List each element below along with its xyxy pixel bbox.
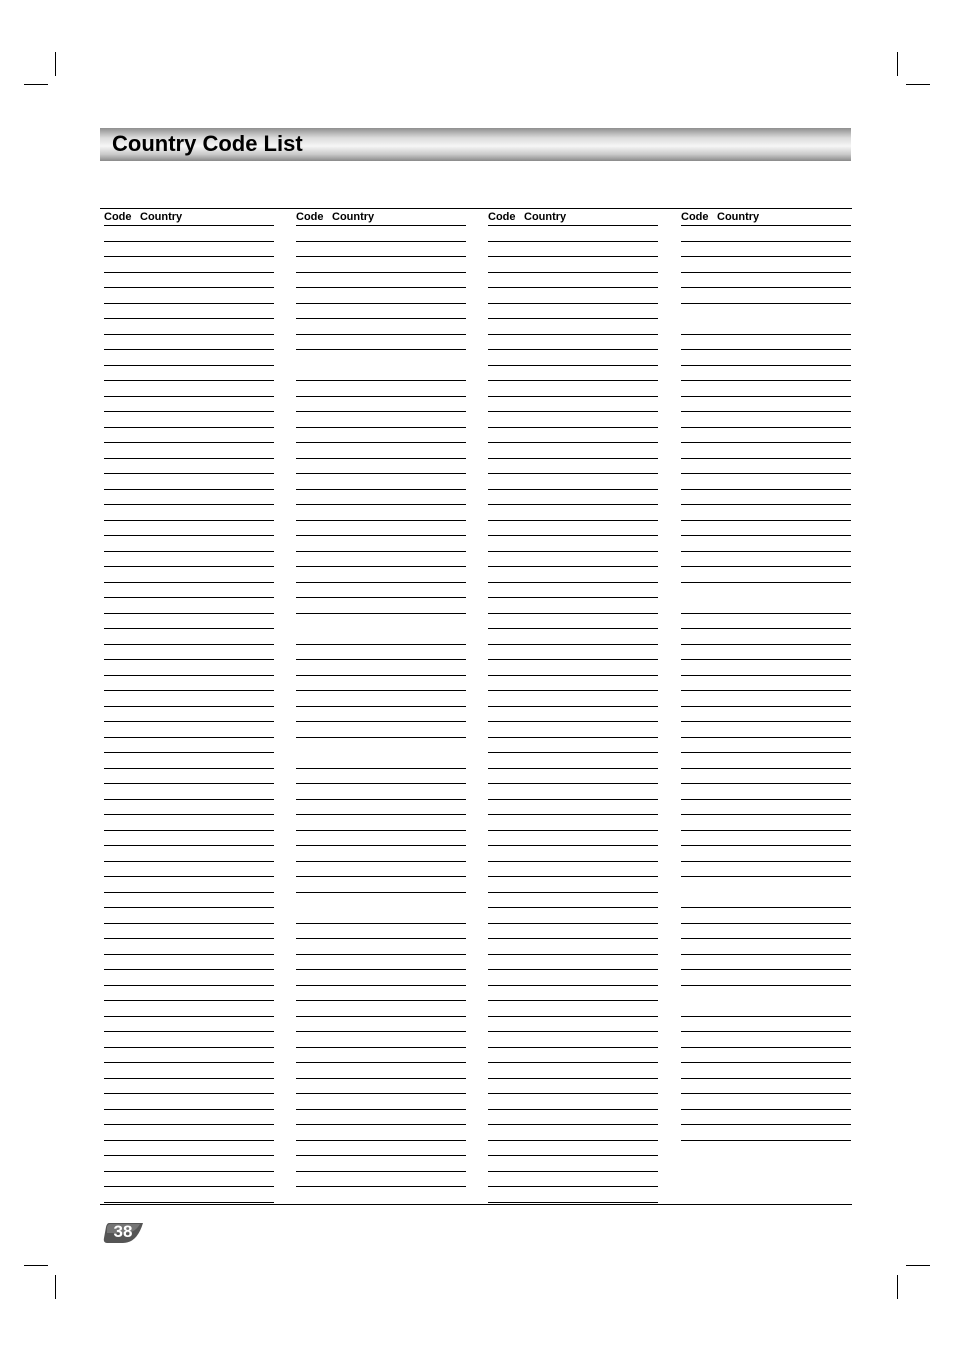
table-row xyxy=(681,381,851,397)
table-row xyxy=(488,1017,658,1033)
crop-mark xyxy=(24,1265,48,1266)
table-row xyxy=(104,846,274,862)
table-row xyxy=(296,970,466,986)
table-row xyxy=(488,1141,658,1157)
table-row xyxy=(488,335,658,351)
table-row xyxy=(488,304,658,320)
table-row xyxy=(296,397,466,413)
table-row xyxy=(296,273,466,289)
table-row xyxy=(104,335,274,351)
header-code: Code xyxy=(488,211,516,223)
table-row xyxy=(681,536,851,552)
table-row xyxy=(488,939,658,955)
table-row xyxy=(681,986,851,1017)
table-row xyxy=(681,1017,851,1033)
table-row xyxy=(296,1079,466,1095)
table-row xyxy=(104,939,274,955)
table-row xyxy=(681,955,851,971)
table-row xyxy=(681,273,851,289)
table-row xyxy=(488,428,658,444)
table-row xyxy=(488,800,658,816)
title-banner xyxy=(100,128,851,161)
table-row xyxy=(488,1125,658,1141)
table-row xyxy=(104,784,274,800)
table-row xyxy=(488,583,658,599)
table-row xyxy=(488,893,658,909)
table-row xyxy=(488,490,658,506)
column-header xyxy=(104,209,274,226)
table-row xyxy=(296,1048,466,1064)
table-row xyxy=(104,490,274,506)
table-row xyxy=(296,1001,466,1017)
table-row xyxy=(488,924,658,940)
table-row xyxy=(681,1110,851,1126)
table-row xyxy=(296,831,466,847)
table-row xyxy=(104,691,274,707)
table-row xyxy=(296,722,466,738)
table-row xyxy=(296,1017,466,1033)
table-row xyxy=(488,629,658,645)
table-row xyxy=(104,1125,274,1141)
table-row xyxy=(296,815,466,831)
table-row xyxy=(488,831,658,847)
table-row xyxy=(488,753,658,769)
table-row xyxy=(488,381,658,397)
table-row xyxy=(104,443,274,459)
table-row xyxy=(104,474,274,490)
table-row xyxy=(488,877,658,893)
table-row xyxy=(681,242,851,258)
table-row xyxy=(681,443,851,459)
table-row xyxy=(296,784,466,800)
table-row xyxy=(104,567,274,583)
table-row xyxy=(488,1172,658,1188)
table-row xyxy=(681,862,851,878)
table-row xyxy=(681,583,851,614)
table-row xyxy=(104,536,274,552)
header-code: Code xyxy=(296,211,324,223)
table-row xyxy=(681,815,851,831)
table-row xyxy=(488,1063,658,1079)
table-row xyxy=(488,784,658,800)
row-list xyxy=(488,226,658,1203)
table-row xyxy=(681,645,851,661)
table-row xyxy=(681,1032,851,1048)
table-row xyxy=(104,1187,274,1203)
crop-mark xyxy=(897,52,898,76)
table-row xyxy=(104,660,274,676)
table-row xyxy=(681,474,851,490)
table-row xyxy=(681,1125,851,1141)
table-row xyxy=(104,552,274,568)
table-row xyxy=(681,753,851,769)
table-row xyxy=(488,738,658,754)
table-row xyxy=(681,691,851,707)
header-code: Code xyxy=(681,211,709,223)
table-row xyxy=(104,1156,274,1172)
table-row xyxy=(488,660,658,676)
table-row xyxy=(296,443,466,459)
header-country: Country xyxy=(140,211,183,223)
table-row xyxy=(296,877,466,893)
table-row xyxy=(681,304,851,335)
table-row xyxy=(104,366,274,382)
table-row xyxy=(296,521,466,537)
table-row xyxy=(104,877,274,893)
table-row xyxy=(488,1048,658,1064)
table-row xyxy=(296,335,466,351)
table-row xyxy=(104,304,274,320)
table-row xyxy=(488,645,658,661)
table-row xyxy=(681,629,851,645)
table-row xyxy=(296,459,466,475)
table-row xyxy=(296,1156,466,1172)
table-row xyxy=(488,986,658,1002)
table-row xyxy=(296,583,466,599)
table-row xyxy=(681,459,851,475)
table-row xyxy=(681,505,851,521)
table-row xyxy=(681,970,851,986)
table-row xyxy=(681,1079,851,1095)
column-header xyxy=(296,209,466,226)
table-row xyxy=(488,1187,658,1203)
table-row xyxy=(296,660,466,676)
table-row xyxy=(296,428,466,444)
table-row xyxy=(488,598,658,614)
row-list xyxy=(681,226,851,1141)
table-row xyxy=(296,939,466,955)
table-row xyxy=(104,583,274,599)
table-row xyxy=(296,505,466,521)
table-row xyxy=(104,412,274,428)
table-row xyxy=(296,319,466,335)
table-row xyxy=(681,552,851,568)
table-row xyxy=(104,738,274,754)
table-row xyxy=(488,366,658,382)
table-row xyxy=(681,1063,851,1079)
table-row xyxy=(104,1110,274,1126)
table-row xyxy=(104,676,274,692)
table-row xyxy=(681,397,851,413)
table-row xyxy=(104,319,274,335)
table-row xyxy=(296,412,466,428)
table-row xyxy=(488,1001,658,1017)
table-row xyxy=(681,257,851,273)
table-row xyxy=(488,1079,658,1095)
table-row xyxy=(488,846,658,862)
row-list xyxy=(104,226,274,1203)
table-row xyxy=(488,536,658,552)
table-row xyxy=(488,722,658,738)
table-row xyxy=(488,288,658,304)
column-header xyxy=(681,209,851,226)
table-row xyxy=(104,521,274,537)
table-row xyxy=(104,769,274,785)
table-row xyxy=(296,490,466,506)
table-row xyxy=(488,815,658,831)
table-row xyxy=(681,707,851,723)
row-list xyxy=(296,226,466,1187)
crop-mark xyxy=(906,1265,930,1266)
table-row xyxy=(296,304,466,320)
table-row xyxy=(104,753,274,769)
table-row xyxy=(488,1032,658,1048)
table-row xyxy=(681,722,851,738)
table-row xyxy=(104,1048,274,1064)
table-row xyxy=(296,474,466,490)
table-row xyxy=(296,893,466,924)
crop-mark xyxy=(24,84,48,85)
table-row xyxy=(104,1079,274,1095)
table-row xyxy=(104,428,274,444)
table-row xyxy=(488,521,658,537)
table-row xyxy=(296,1032,466,1048)
table-row xyxy=(296,769,466,785)
table-row xyxy=(488,459,658,475)
table-row xyxy=(488,350,658,366)
page-title: Country Code List xyxy=(112,131,303,156)
table-row xyxy=(488,397,658,413)
table-row xyxy=(488,412,658,428)
table-row xyxy=(104,1172,274,1188)
table-row xyxy=(104,924,274,940)
table-row xyxy=(681,1048,851,1064)
page-number-badge xyxy=(103,1221,145,1245)
table-row xyxy=(296,1063,466,1079)
table-row xyxy=(104,1141,274,1157)
table-row xyxy=(681,846,851,862)
header-country: Country xyxy=(717,211,760,223)
table-row xyxy=(488,1094,658,1110)
table-row xyxy=(104,722,274,738)
table-row xyxy=(681,738,851,754)
table-row xyxy=(681,924,851,940)
table-row xyxy=(681,567,851,583)
page-number: 38 xyxy=(113,1222,133,1241)
table-row xyxy=(296,536,466,552)
code-column-1 xyxy=(104,209,274,1203)
table-row xyxy=(104,273,274,289)
table-row xyxy=(681,769,851,785)
table-row xyxy=(104,1063,274,1079)
table-row xyxy=(104,986,274,1002)
table-row xyxy=(296,924,466,940)
table-row xyxy=(104,831,274,847)
table-row xyxy=(681,366,851,382)
table-row xyxy=(104,908,274,924)
table-row xyxy=(488,769,658,785)
table-row xyxy=(488,319,658,335)
table-row xyxy=(104,1032,274,1048)
table-row xyxy=(104,350,274,366)
table-row xyxy=(104,598,274,614)
code-column-4 xyxy=(681,209,851,1141)
table-row xyxy=(681,490,851,506)
table-row xyxy=(296,381,466,397)
table-row xyxy=(296,862,466,878)
table-row xyxy=(296,242,466,258)
table-row xyxy=(296,288,466,304)
code-column-3 xyxy=(488,209,658,1203)
table-row xyxy=(104,226,274,242)
table-row xyxy=(488,1110,658,1126)
table-row xyxy=(681,614,851,630)
table-row xyxy=(681,1094,851,1110)
table-row xyxy=(681,800,851,816)
table-row xyxy=(681,908,851,924)
table-row xyxy=(296,691,466,707)
table-row xyxy=(104,645,274,661)
table-row xyxy=(681,831,851,847)
crop-mark xyxy=(906,84,930,85)
table-row xyxy=(681,226,851,242)
table-row xyxy=(296,676,466,692)
crop-mark xyxy=(55,1275,56,1299)
table-row xyxy=(488,970,658,986)
table-row xyxy=(488,862,658,878)
table-row xyxy=(296,1094,466,1110)
table-row xyxy=(296,955,466,971)
table-row xyxy=(104,1017,274,1033)
table-row xyxy=(488,955,658,971)
table-row xyxy=(296,1141,466,1157)
table-row xyxy=(104,862,274,878)
table-row xyxy=(488,474,658,490)
table-row xyxy=(488,1156,658,1172)
table-row xyxy=(488,257,658,273)
table-row xyxy=(104,381,274,397)
table-row xyxy=(104,707,274,723)
table-row xyxy=(296,846,466,862)
table-row xyxy=(104,1001,274,1017)
table-row xyxy=(488,273,658,289)
table-row xyxy=(104,955,274,971)
table-row xyxy=(296,598,466,614)
table-row xyxy=(488,567,658,583)
table-row xyxy=(681,676,851,692)
table-row xyxy=(104,614,274,630)
table-row xyxy=(296,986,466,1002)
table-row xyxy=(296,552,466,568)
table-row xyxy=(104,815,274,831)
table-row xyxy=(681,784,851,800)
table-row xyxy=(296,1125,466,1141)
table-row xyxy=(681,877,851,908)
table-row xyxy=(104,288,274,304)
header-country: Country xyxy=(524,211,567,223)
table-row xyxy=(104,505,274,521)
header-country: Country xyxy=(332,211,375,223)
code-column-2 xyxy=(296,209,466,1187)
table-row xyxy=(296,738,466,769)
table-row xyxy=(488,552,658,568)
table-row xyxy=(681,939,851,955)
table-row xyxy=(488,614,658,630)
table-row xyxy=(681,428,851,444)
crop-mark xyxy=(55,52,56,76)
table-row xyxy=(488,676,658,692)
table-row xyxy=(104,629,274,645)
table-row xyxy=(488,908,658,924)
crop-mark xyxy=(897,1275,898,1299)
table-row xyxy=(104,242,274,258)
table-row xyxy=(681,521,851,537)
table-row xyxy=(104,893,274,909)
header-code: Code xyxy=(104,211,132,223)
table-row xyxy=(681,350,851,366)
table-row xyxy=(681,660,851,676)
table-row xyxy=(296,257,466,273)
table-row xyxy=(488,691,658,707)
table-row xyxy=(681,288,851,304)
table-row xyxy=(488,707,658,723)
table-row xyxy=(296,707,466,723)
table-row xyxy=(296,800,466,816)
table-row xyxy=(104,970,274,986)
table-row xyxy=(296,1172,466,1188)
table-row xyxy=(296,350,466,381)
table-row xyxy=(104,397,274,413)
table-row xyxy=(104,800,274,816)
table-row xyxy=(681,335,851,351)
table-row xyxy=(104,1094,274,1110)
table-row xyxy=(104,257,274,273)
table-row xyxy=(296,645,466,661)
table-row xyxy=(488,242,658,258)
table-row xyxy=(488,443,658,459)
table-bottom-rule xyxy=(100,1204,852,1205)
table-row xyxy=(296,226,466,242)
table-row xyxy=(488,226,658,242)
table-row xyxy=(296,1110,466,1126)
table-row xyxy=(104,459,274,475)
table-row xyxy=(296,567,466,583)
table-row xyxy=(488,505,658,521)
table-row xyxy=(296,614,466,645)
column-header xyxy=(488,209,658,226)
table-row xyxy=(681,412,851,428)
